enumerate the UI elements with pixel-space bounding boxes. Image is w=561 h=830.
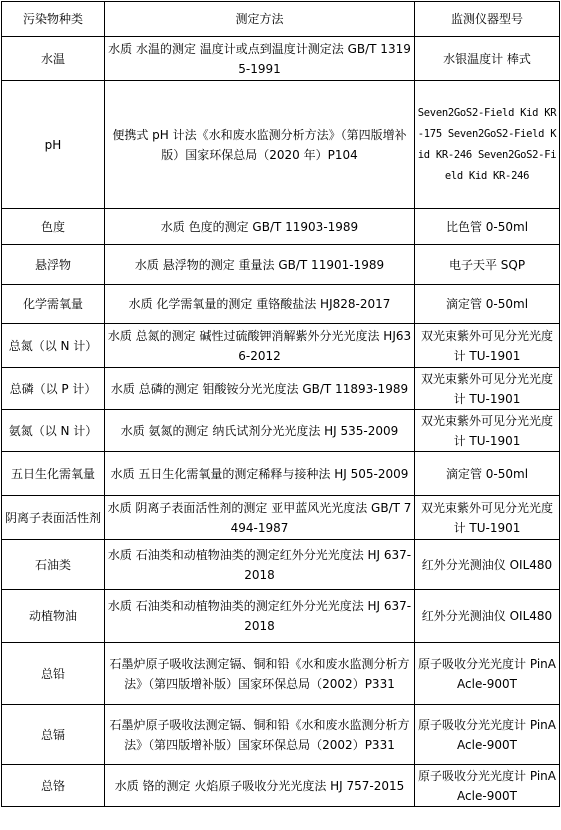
pollutant-cell: 五日生化需氧量 [2, 452, 105, 496]
header-instrument: 监测仪器型号 [415, 2, 560, 37]
instrument-cell: 双光束紫外可见分光光度计 TU-1901 [415, 324, 560, 368]
method-cell: 便携式 pH 计法《水和废水监测分析方法》（第四版增补版）国家环保总局（2020 年）P104 [105, 81, 415, 209]
table-row [2, 410, 560, 452]
instrument-cell: 红外分光测油仪 OIL480 [415, 540, 560, 590]
method-cell: 水质 化学需氧量的测定 重铬酸盐法 HJ828-2017 [105, 285, 415, 324]
pollutant-cell: pH [2, 81, 105, 209]
table-row [2, 81, 560, 209]
method-cell: 水质 水温的测定 温度计或点到温度计测定法 GB/T 13195-1991 [105, 37, 415, 81]
table-row [2, 540, 560, 590]
method-cell: 水质 悬浮物的测定 重量法 GB/T 11901-1989 [105, 245, 415, 285]
method-cell: 石墨炉原子吸收法测定镉、铜和铅《水和废水监测分析方法》（第四版增补版）国家环保总局（2002）P331 [105, 705, 415, 765]
pollutant-cell: 悬浮物 [2, 245, 105, 285]
instrument-cell: 电子天平 SQP [415, 245, 560, 285]
instrument-cell: Seven2GoS2-Field Kid KR-175 Seven2GoS2-Field Kid KR-246 Seven2GoS2-Field Kid KR-246 [415, 81, 560, 209]
monitoring-methods-table [1, 1, 560, 807]
table-row [2, 705, 560, 765]
header-method: 测定方法 [105, 2, 415, 37]
table-row [2, 765, 560, 807]
pollutant-cell: 石油类 [2, 540, 105, 590]
instrument-cell: 双光束紫外可见分光光度计 TU-1901 [415, 496, 560, 540]
table-row [2, 209, 560, 245]
method-cell: 水质 色度的测定 GB/T 11903-1989 [105, 209, 415, 245]
instrument-cell: 滴定管 0-50ml [415, 452, 560, 496]
pollutant-cell: 总氮（以 N 计） [2, 324, 105, 368]
method-cell: 水质 阴离子表面活性剂的测定 亚甲蓝风光光度法 GB/T 7494-1987 [105, 496, 415, 540]
pollutant-cell: 总磷（以 P 计） [2, 368, 105, 410]
pollutant-cell: 色度 [2, 209, 105, 245]
pollutant-cell: 动植物油 [2, 590, 105, 643]
pollutant-cell: 总镉 [2, 705, 105, 765]
table-row [2, 245, 560, 285]
method-cell: 水质 总磷的测定 钼酸铵分光光度法 GB/T 11893-1989 [105, 368, 415, 410]
table-header-row [2, 2, 560, 37]
instrument-cell: 原子吸收分光光度计 PinAAcle-900T [415, 705, 560, 765]
table-row [2, 324, 560, 368]
method-cell: 水质 石油类和动植物油类的测定红外分光光度法 HJ 637-2018 [105, 540, 415, 590]
method-cell: 石墨炉原子吸收法测定镉、铜和铅《水和废水监测分析方法》（第四版增补版）国家环保总局（2002）P331 [105, 643, 415, 705]
instrument-cell: 红外分光测油仪 OIL480 [415, 590, 560, 643]
table-row [2, 496, 560, 540]
header-pollutant: 污染物种类 [2, 2, 105, 37]
table-row [2, 643, 560, 705]
pollutant-cell: 阴离子表面活性剂 [2, 496, 105, 540]
table-row [2, 590, 560, 643]
instrument-cell: 滴定管 0-50ml [415, 285, 560, 324]
pollutant-cell: 总铅 [2, 643, 105, 705]
method-cell: 水质 五日生化需氧量的测定稀释与接种法 HJ 505-2009 [105, 452, 415, 496]
method-cell: 水质 铬的测定 火焰原子吸收分光光度法 HJ 757-2015 [105, 765, 415, 807]
instrument-cell: 双光束紫外可见分光光度计 TU-1901 [415, 410, 560, 452]
pollutant-cell: 化学需氧量 [2, 285, 105, 324]
instrument-cell: 原子吸收分光光度计 PinAAcle-900T [415, 643, 560, 705]
instrument-cell: 比色管 0-50ml [415, 209, 560, 245]
method-cell: 水质 石油类和动植物油类的测定红外分光光度法 HJ 637-2018 [105, 590, 415, 643]
instrument-cell: 原子吸收分光光度计 PinAAcle-900T [415, 765, 560, 807]
table-row [2, 285, 560, 324]
method-cell: 水质 氨氮的测定 纳氏试剂分光光度法 HJ 535-2009 [105, 410, 415, 452]
instrument-cell: 双光束紫外可见分光光度计 TU-1901 [415, 368, 560, 410]
table-row [2, 37, 560, 81]
method-cell: 水质 总氮的测定 碱性过硫酸钾消解紫外分光光度法 HJ636-2012 [105, 324, 415, 368]
pollutant-cell: 水温 [2, 37, 105, 81]
pollutant-cell: 总铬 [2, 765, 105, 807]
pollutant-cell: 氨氮（以 N 计） [2, 410, 105, 452]
table-row [2, 452, 560, 496]
instrument-cell: 水银温度计 棒式 [415, 37, 560, 81]
table-row [2, 368, 560, 410]
